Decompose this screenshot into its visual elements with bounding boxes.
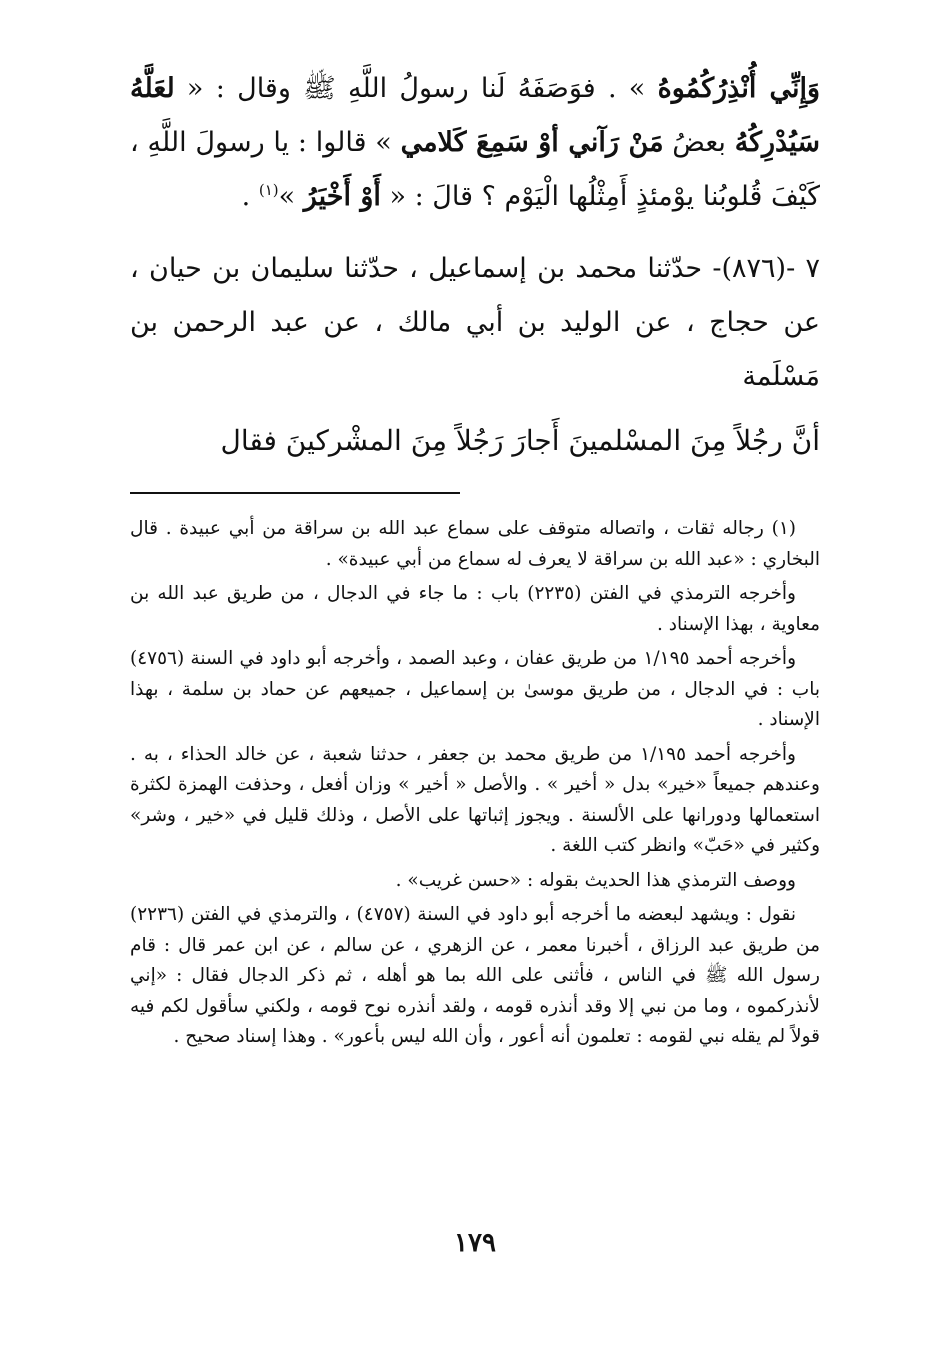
footnote-paragraph: ووصف الترمذي هذا الحديث بقوله : «حسن غريب» .	[395, 869, 796, 891]
narrative-text: » قالوا : يا رسولَ اللَّهِ ، كَيْفَ قُلوبُنا يوْمئذٍ أَمِثْلُها الْيَوْم ؟ قالَ : «	[130, 127, 820, 212]
footnote-paragraph: وأخرجه أحمد ١/١٩٥ من طريق عفان ، وعبد الصمد ، وأخرجه أبو داود في السنة (٤٧٥٦) باب : في الدجال ، من طريق موسىٰ بن إسماعيل ، جميعهم عن حماد بن سلمة ، بهذا الإسناد .	[130, 648, 820, 730]
footnotes	[130, 514, 820, 1057]
footnote-paragraph: وأخرجه أحمد ١/١٩٥ من طريق محمد بن جعفر ، حدثنا شعبة ، عن خالد الحذاء ، به . وعندهم جميعاً «خير» بدل « أخير » . والأصل « أخير » وزان أفعل ، وحذفت الهمزة لكثرة استعمالها ودورانها على الألسنة . ويجوز إثباتها على الأصل ، وذلك قليل في «خير ، وشر» وكثير في «حَبّ» وانظر كتب اللغة .	[130, 743, 820, 856]
main-text	[130, 62, 820, 468]
prophetic-quote: لعَلَّهُ سَيُدْرِكُهُ	[130, 73, 820, 158]
footnote-marker: (١)	[258, 181, 279, 199]
book-page	[130, 62, 820, 1302]
narrative-text: بعضُ	[663, 127, 735, 158]
footnote-paragraph: نقول : ويشهد لبعضه ما أخرجه أبو داود في السنة (٤٧٥٧) ، والترمذي في الفتن (٢٢٣٦) من طريق عبد الرزاق ، أخبرنا معمر ، عن الزهري ، عن سالم ، عن ابن عمر قال : قام رسول الله ﷺ في الناس ، فأثنى على الله بما هو أهله ، ثم ذكر الدجال فقال : «إني لأنذركموه ، وما من نبي إلا وقد أنذره قومه ، ولقد أنذره نوح قومه ، ولكني سأقول لكم فيه قولاً لم يقله نبي لقومه : تعلمون أنه أعور ، وأن الله ليس بأعور» . وهذا إسناد صحيح .	[130, 904, 820, 1047]
footnote-separator	[130, 492, 460, 494]
narrative-text: .	[241, 181, 259, 212]
page-number: ١٧٩	[454, 1228, 496, 1258]
hadith-text-continued	[130, 62, 820, 224]
narrative-text: »	[278, 181, 304, 212]
narrative-text: » . فوَصَفَهُ لَنا رسولُ اللَّهِ ﷺ وقال : «	[174, 73, 658, 104]
footnote-paragraph: وأخرجه الترمذي في الفتن (٢٢٣٥) باب : ما جاء في الدجال ، من طريق عبد الله بن معاوية ، بهذا الإسناد .	[130, 583, 820, 635]
hadith-matn-start: أنَّ رجُلاً مِنَ المسْلمينَ أَجارَ رَجُلاً مِنَ المشْركينَ فقال	[220, 424, 820, 457]
footnote-paragraph: (١) رجاله ثقات ، واتصاله متوقف على سماع عبد الله بن سراقة من أبي عبيدة . قال البخاري : «عبد الله بن سراقة لا يعرف له سماع من أبي عبيدة» .	[130, 518, 820, 570]
prophetic-quote: مَنْ رَآني أوْ سَمِعَ كَلامي	[400, 127, 664, 158]
prophetic-quote: أَوْ أَخْيَرُ	[303, 181, 381, 212]
prophetic-quote: وَإِنِّي أُنْذِرُكُمُوهُ	[657, 73, 821, 104]
hadith-isnad: ٧ -(٨٧٦)- حدّثنا محمد بن إسماعيل ، حدّثنا سليمان بن حيان ، عن حجاج ، عن الوليد بن أبي مالك ، عن عبد الرحمن بن مَسْلَمة	[130, 253, 820, 392]
